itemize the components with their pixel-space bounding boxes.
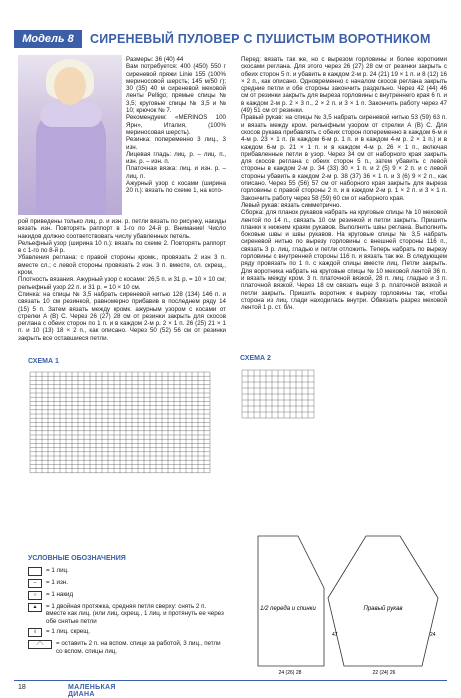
schema1-title: СХЕМА 1 xyxy=(28,358,59,365)
legend-title: УСЛОВНЫЕ ОБОЗНАЧЕНИЯ xyxy=(28,555,126,562)
purl-symbol-icon: – xyxy=(28,579,42,588)
legend-item: ▲ = 1 двойная протяжка, средняя петля сверху: снять 2 п. вместе как лиц. (или лиц. скрещ., 1 лиц. и протянуть ее через обе снятые петли xyxy=(28,603,228,626)
cable-icon: ⟋⟍ xyxy=(28,640,52,649)
dim-label: 22 (24) 26 xyxy=(372,670,396,676)
footer-divider xyxy=(14,680,447,681)
double-decrease-icon: ▲ xyxy=(28,603,42,612)
dim-label: 47 xyxy=(332,632,338,638)
header xyxy=(14,30,447,50)
magazine-name: МАЛЕНЬКАЯ ДИАНА xyxy=(68,684,116,698)
model-badge: Модель 8 xyxy=(14,30,82,48)
legend-item: = 1 лиц. xyxy=(28,567,228,576)
front-label: 1/2 переда и спинки xyxy=(260,606,316,612)
fur-collar xyxy=(40,103,102,127)
instructions-col-a: Размеры: 36 (40) 44 Вам потребуется: 400 (450) 550 г сиреневой пряжи Linie 155 (100% мериносовой шерсть; 145 м/50 г); 30 (35) 40 м сиреневой меховой ленты Pelligo; прямые спицы № 3,5; круговые спицы № 3,5 и № 10; крючок № 7. Рекомендуем: «MERINOS 100 Ярн», Италия, (100% мериносовая шерсть). Резинка: попеременно 3 лиц., 3 изн. Лицевая гладь: лиц. р. – лиц. п., изн. р. – изн. п. Платочная вязка: лиц. и изн. р. – лиц. п. Ажурный узор с косами (ширина 20 п.): вязать по схеме 1, на кото- xyxy=(126,56,226,195)
legend-item: ⟋⟍ = оставить 2 п. на вспом. спице за работой, 3 лиц., петли со вспом. спицы лиц. xyxy=(28,640,228,655)
dim-label: 24 (26) 28 xyxy=(278,670,302,676)
legend-item: ℓ = 1 лиц. скрещ. xyxy=(28,628,228,637)
page-number: 18 xyxy=(18,684,26,691)
schema2-grid xyxy=(240,366,340,486)
page-title: СИРЕНЕВЫЙ ПУЛОВЕР С ПУШИСТЫМ ВОРОТНИКОМ xyxy=(90,32,431,46)
sleeve-label: Правый рукав xyxy=(363,606,403,612)
front-back-pattern xyxy=(258,536,324,666)
sleeve-pattern xyxy=(328,536,438,666)
instructions-col-a2: рой приведены только лиц. р. и изн. р. петли вязать по рисунку, накиды вязать изн. Повторять раппорт в 1-го по 24-й р. Внимание! Число накидов должно соответствовать числу убавленных петель. Рельефный узор (ширина 10 п.): вязать по схеме 2. Повторять раппорт в с 1-го по 8-й р. Убавления реглана: с правой стороны кромк., провязать 2 изн 3 п. вместе сл.; с левой стороны провязать 2 изн. 3 п. вместе, сл. скрещ., кром. Плотность вязания. Ажурный узор с косами: 26,5 п. и 31 р. = 10 × 10 см; рельефный узор 22 п. и 31 р. = 10 × 10 см. Спинка: на спицы № 3,5 набрать сиреневой нитью 128 (134) 146 п. и связать 10 см резинкой, равномерно прибавив в последнем ряду 14 (15) 5 п. Затем вязать между кромк. ажурным узором с косами от стрелки А (В) С. Через 26 (27) 28 см от резинки закрыть для скосов реглана с обеих сторон по 1 п. и в каждом 2-м р. 2 × 1 п. 26 (25) 21 × 1 п. и 10 (13) 18 × 2 п., как описано. Через 50 (52) 56 см от резинки закрыть все оставшиеся петли. xyxy=(18,218,226,342)
instructions-col-b: Перед: вязать так же, но с вырезом горловины и более короткими скосами реглана. Для этого через 26 (27) 28 см от резинки закрыть с обеих сторон 5 п. и убавить в каждом 2-м р. 24 (21) 19 × 1 п. и 8 (12) 16 × 2 п., как описано. Одновременно с началом скосов реглана закрыть средние петли и обе стороны закончить раздельно. Через 42 (44) 46 см от резинки закрыть для выреза горловины с внутреннего края 6 п. и в каждом 2-м р. 2 × 3 п., 2 × 2 п. и 3 × 1 п. Закончить работу через 47 (49) 51 см от резинки. Правый рукав: на спицы № 3,5 набрать сиреневой нитью 53 (59) 63 п. и вязать между кром. рельефным узором от стрелки А (В) С. Для скосов рукава прибавлять с обеих сторон попеременно в каждом 6-м и 4-м р. 23 × 1 п. (в каждом 6-м р. 1 п. и в каждом 4-м р. 2 × 1 п.) и в каждом 6-м р. 21 × 1 п. и в каждом 4-м р. 26 × 1 п., включая прибавленные петли в узор. Через 34 см от наборного края закрыть для скосов реглана с обеих сторон 5 п., затем убавить с левой стороны в каждом 2-м р. 34 (33) 30 × 1 п. и 2 (5) 9 × 2 п. и с левой стороны убавить в каждом 2-м р. 38 (37) 36 × 1 п. и 3 (6) 9 × 2 п., как описано. Через 55 (56) 57 см от наборного края закрыть для выреза горловины с правой стороны 2 п. и в каждом 2-м р. 1 × 2 п. и 3 × 1 п. Закончить работу через 58 (59) 60 см от наборного края. Левый рукав: вязать симметрично. Сборка: для планок рукавов набрать на круговые спицы № 10 меховой лентой по 14 п., связать 10 см резинкой и петли закрыть. Пришить планки к нижним краям рукавов. Выполнить швы реглана. Выполнить боковые швы и швы рукавов. На круговые спицы № 3,5 набрать сиреневой нитью по вырезу горловины с внешней стороны 116 п., связать 3 р. лиц. гладью и петли отложить. Теперь набрать по вырезу горловины с внутренней стороны 116 п. и вязать так же. В следующем ряду провязать по 1 п. с каждой спицы вместе лиц. Петли закрыть. Для воротника набрать на круговые спицы № 10 меховой лентой 36 п. и вязать между кром. 3 п. платочной вязкой, 28 п. лиц. гладью и 3 п. платочной вязкой. Через 18 см связать еще 3 р. платочной вязкой и петли закрыть. Пришить воротник к вырезу горловины так, чтобы сторона из лиц. глади находилась внутри. Обвязать разрез меховой лентой 1 р. ст. б/н. xyxy=(241,56,447,312)
legend-item: – = 1 изн. xyxy=(28,579,228,588)
dim-label: 24 xyxy=(430,632,436,638)
twisted-knit-icon: ℓ xyxy=(28,628,42,637)
legend-item: ○ = 1 накид xyxy=(28,591,228,600)
knit-symbol-icon xyxy=(28,567,42,576)
pattern-shapes xyxy=(248,526,448,676)
schema2-title: СХЕМА 2 xyxy=(240,355,271,362)
yarn-over-icon: ○ xyxy=(28,591,42,600)
legend xyxy=(28,555,228,659)
schema1-grid xyxy=(28,368,238,528)
model-photo xyxy=(18,55,122,215)
face-shape xyxy=(54,67,86,105)
